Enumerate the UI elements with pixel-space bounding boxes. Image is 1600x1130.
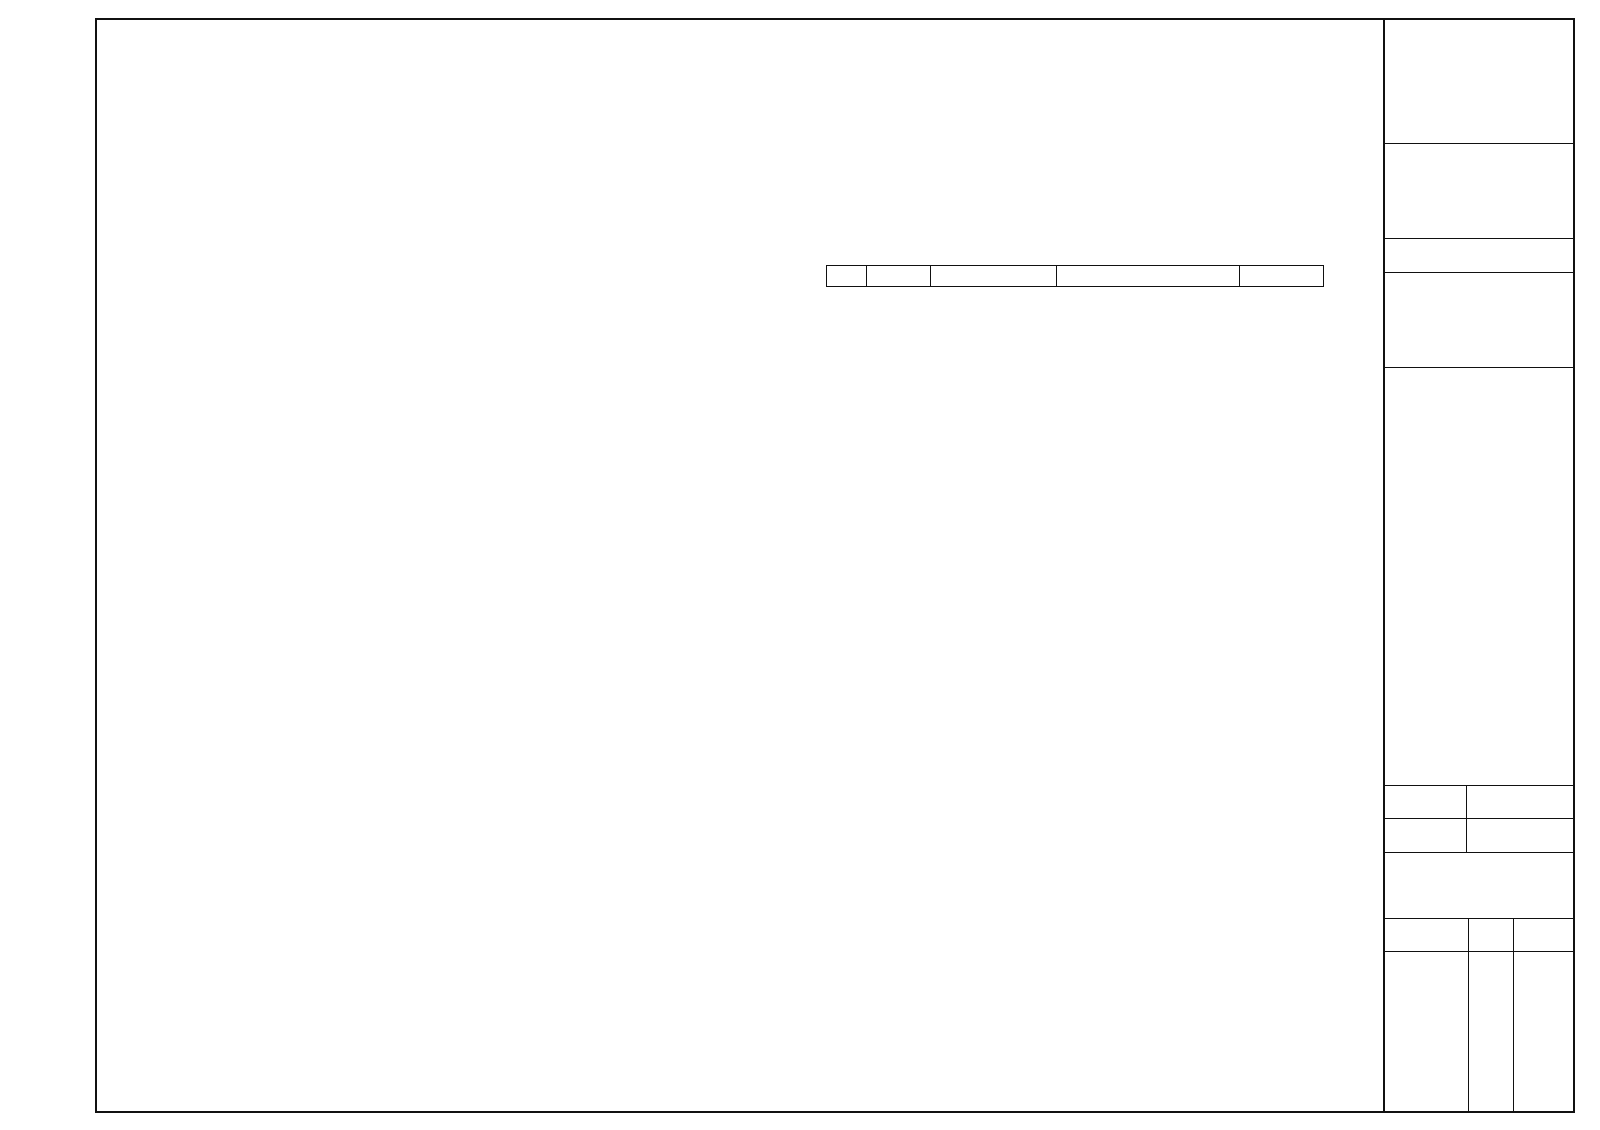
drawing-frame	[95, 18, 1575, 1113]
legend-header-no	[827, 266, 867, 287]
title-block	[1383, 20, 1573, 1111]
legend-header-desc	[931, 266, 1057, 287]
legend-header-remark	[1240, 266, 1324, 287]
legend-header-row	[827, 266, 1324, 287]
legend-header-icon	[867, 266, 931, 287]
legend-table	[826, 265, 1324, 287]
legend-header-install	[1057, 266, 1240, 287]
